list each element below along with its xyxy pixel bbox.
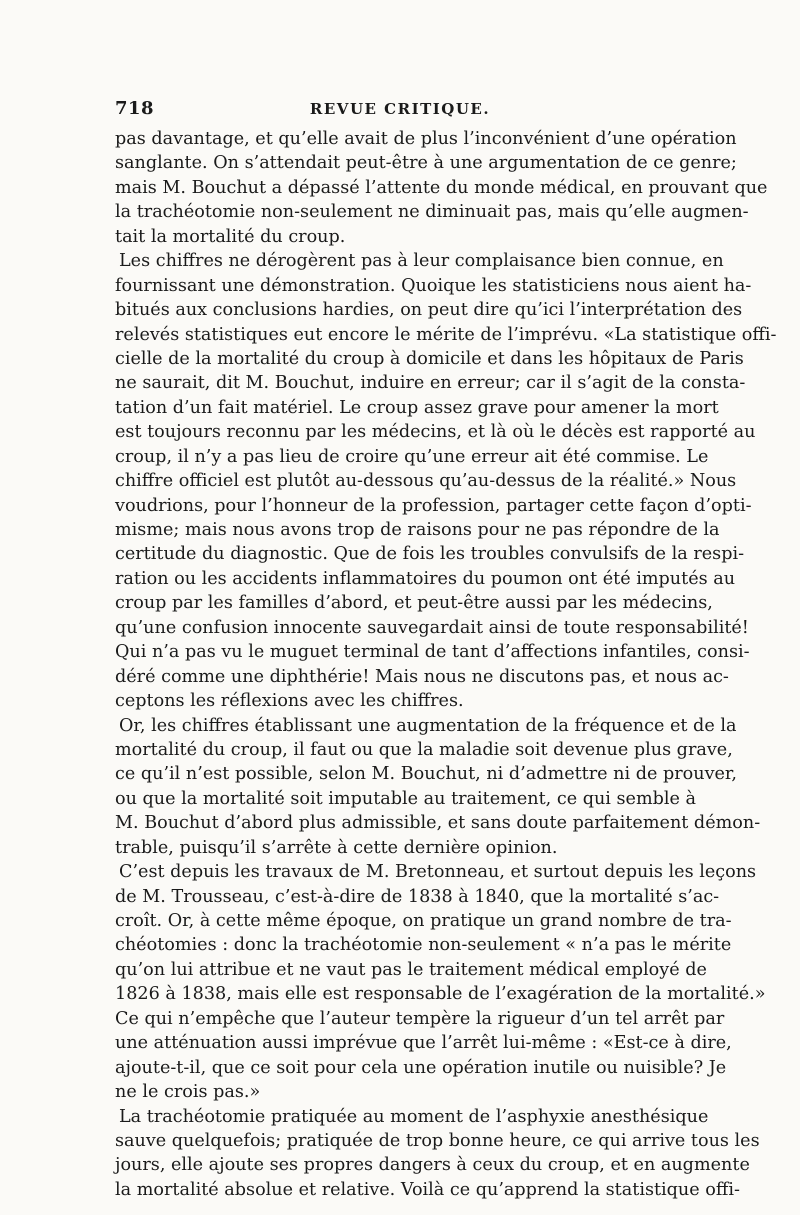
- running-title: REVUE CRITIQUE.: [309, 100, 491, 118]
- text-line: qu’une confusion innocente sauvegardait ainsi de toute responsabilité!: [115, 617, 749, 638]
- text-line: Ce qui n’empêche que l’auteur tempère la rigueur d’un tel arrêt par: [115, 1008, 725, 1029]
- text-line: chiffre officiel est plutôt au-dessous qu’au-dessus de la réalité.» Nous: [115, 471, 737, 492]
- text-line: ne le crois pas.»: [115, 1082, 261, 1103]
- text-line: trable, puisqu’il s’arrête à cette dernière opinion.: [115, 837, 558, 858]
- text-line: pas davantage, et qu’elle avait de plus l’inconvénient d’une opération: [115, 129, 737, 149]
- text-line: La trachéotomie pratiquée au moment de l’asphyxie anesthésique: [119, 1106, 709, 1127]
- text-line: Les chiffres ne dérogèrent pas à leur complaisance bien connue, en: [119, 251, 724, 272]
- text-line: voudrions, pour l’honneur de la profession, partager cette façon d’opti-: [115, 495, 752, 516]
- text-line: une atténuation aussi imprévue que l’arrêt lui-même : «Est-ce à dire,: [115, 1033, 732, 1054]
- text-line: fournissant une démonstration. Quoique les statisticiens nous aient ha-: [115, 275, 752, 296]
- text-line: bitués aux conclusions hardies, on peut dire qu’ici l’interprétation des: [115, 300, 743, 321]
- text-line: ajoute-t-il, que ce soit pour cela une opération inutile ou nuisible? Je: [115, 1057, 727, 1078]
- text-line: certitude du diagnostic. Que de fois les troubles convulsifs de la respi-: [115, 544, 745, 565]
- text-line: de M. Trousseau, c’est-à-dire de 1838 à 1840, que la mortalité s’ac-: [115, 886, 720, 907]
- text-line: relevés statistiques eut encore le mérite de l’imprévu. «La statistique offi-: [115, 324, 777, 345]
- text-line: sanglante. On s’attendait peut-être à une argumentation de ce genre;: [115, 153, 737, 174]
- text-line: qu’on lui attribue et ne vaut pas le traitement médical employé de: [115, 959, 707, 980]
- page-number: 718: [115, 98, 155, 119]
- page-header: [115, 98, 685, 122]
- text-line: tation d’un fait matériel. Le croup assez grave pour amener la mort: [115, 397, 719, 418]
- text-line: croup, il n’y a pas lieu de croire qu’une erreur ait été commise. Le: [115, 446, 709, 467]
- text-line: 1826 à 1838, mais elle est responsable de l’exagération de la mortalité.»: [115, 984, 766, 1005]
- text-line: C’est depuis les travaux de M. Bretonneau, et surtout depuis les leçons: [119, 862, 757, 883]
- text-line: ou que la mortalité soit imputable au traitement, ce qui semble à: [115, 788, 697, 809]
- text-line: ceptons les réflexions avec les chiffres.: [115, 691, 464, 712]
- text-line: Qui n’a pas vu le muguet terminal de tant d’affections infantiles, consi-: [115, 642, 750, 663]
- text-line: ce qu’il n’est possible, selon M. Bouchut, ni d’admettre ni de prouver,: [115, 764, 737, 785]
- text-line: M. Bouchut d’abord plus admissible, et sans doute parfaitement démon-: [115, 813, 761, 834]
- text-line: mais M. Bouchut a dépassé l’attente du monde médical, en prouvant que: [115, 177, 768, 198]
- text-line: cielle de la mortalité du croup à domicile et dans les hôpitaux de Paris: [115, 348, 744, 369]
- text-line: croup par les familles d’abord, et peut-être aussi par les médecins,: [115, 593, 713, 614]
- text-line: est toujours reconnu par les médecins, et là où le décès est rapporté au: [115, 422, 756, 443]
- text-line: ne saurait, dit M. Bouchut, induire en erreur; car il s’agit de la consta-: [115, 373, 746, 394]
- text-line: déré comme une diphthérie! Mais nous ne discutons pas, et nous ac-: [115, 666, 729, 687]
- text-line: Or, les chiffres établissant une augmentation de la fréquence et de la: [119, 715, 737, 736]
- text-line: tait la mortalité du croup.: [115, 226, 346, 247]
- text-line: misme; mais nous avons trop de raisons pour ne pas répondre de la: [115, 520, 720, 540]
- text-line: la trachéotomie non-seulement ne diminuait pas, mais qu’elle augmen-: [115, 202, 749, 223]
- text-line: jours, elle ajoute ses propres dangers à ceux du croup, et en augmente: [115, 1155, 750, 1176]
- text-line: la mortalité absolue et relative. Voilà ce qu’apprend la statistique offi-: [115, 1179, 740, 1200]
- body-text: [115, 127, 777, 1202]
- text-line: mortalité du croup, il faut ou que la maladie soit devenue plus grave,: [115, 739, 733, 760]
- text-line: ration ou les accidents inflammatoires du poumon ont été imputés au: [115, 568, 736, 589]
- text-line: chéotomies : donc la trachéotomie non-seulement « n’a pas le mérite: [115, 935, 732, 956]
- text-line: sauve quelquefois; pratiquée de trop bonne heure, ce qui arrive tous les: [115, 1130, 760, 1151]
- text-line: croît. Or, à cette même époque, on pratique un grand nombre de tra-: [115, 911, 732, 931]
